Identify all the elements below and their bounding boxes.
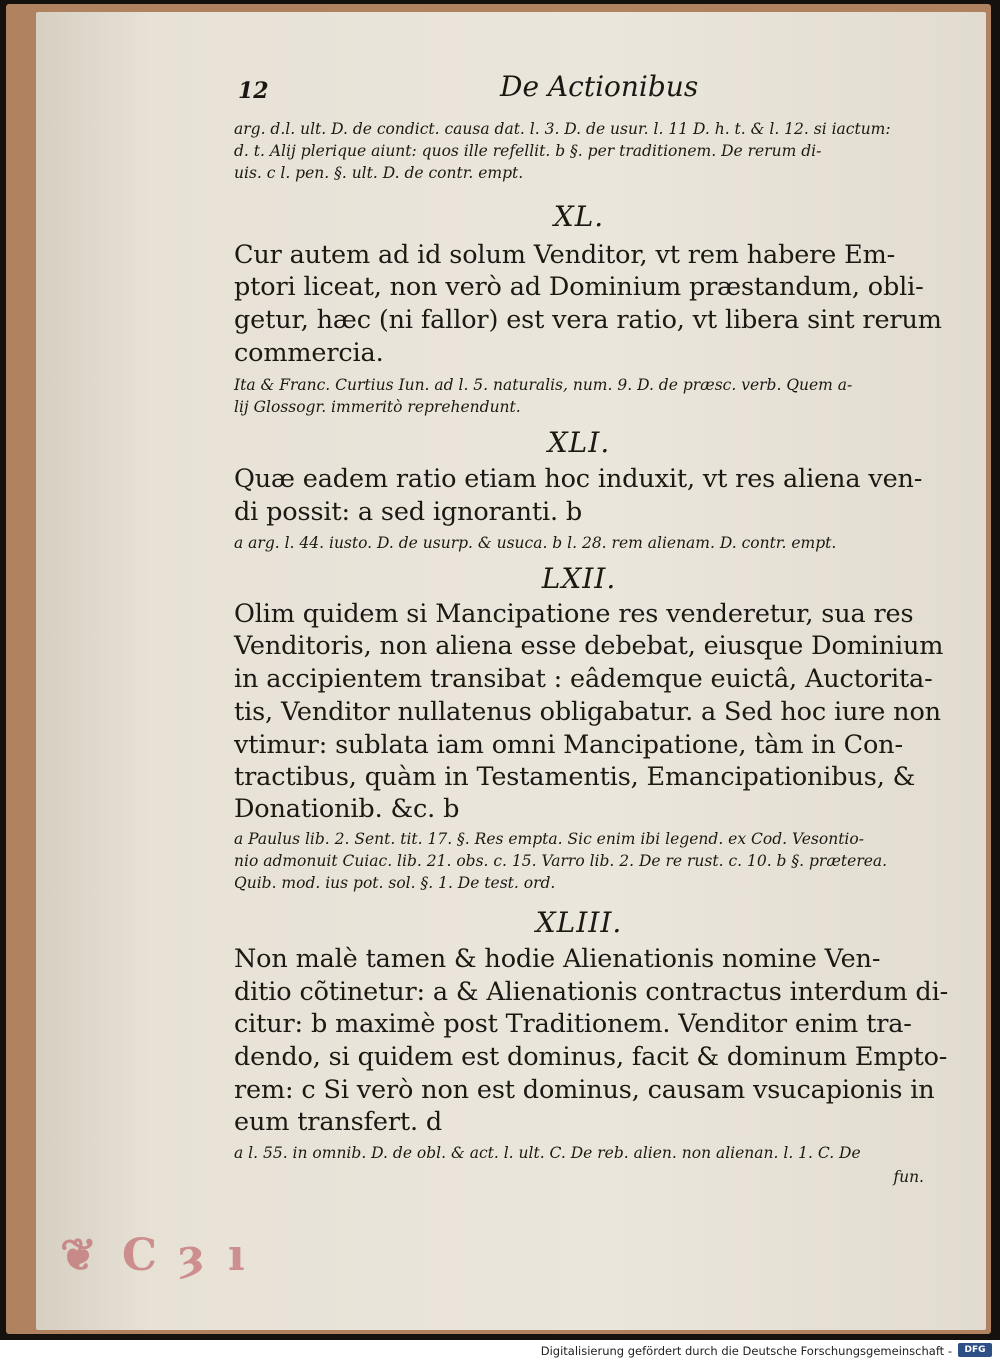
- library-stamp-mark: ı: [228, 1230, 245, 1281]
- library-stamp-mark: C: [122, 1230, 158, 1281]
- body-line: citur: b maximè post Traditionem. Venditor enim tra-: [234, 1009, 912, 1039]
- top-note-line: uis. c l. pen. §. ult. D. de contr. empt.: [234, 164, 524, 182]
- body-line: Donationib. &c. b: [234, 794, 460, 824]
- body-line: Venditoris, non aliena esse debebat, eiusque Dominium: [234, 631, 944, 661]
- footnote-line: a Paulus lib. 2. Sent. tit. 17. §. Res empta. Sic enim ibi legend. ex Cod. Vesontio-: [234, 830, 864, 848]
- body-line: ptori liceat, non verò ad Dominium præstandum, obli-: [234, 272, 924, 302]
- footnote-line: a arg. l. 44. iusto. D. de usurp. & usuca. b l. 28. rem alienam. D. contr. empt.: [234, 534, 837, 552]
- footnote-line: Quib. mod. ius pot. sol. §. 1. De test. ord.: [234, 874, 556, 892]
- footnote-line: lij Glossogr. immeritò reprehendunt.: [234, 398, 521, 416]
- body-line: Cur autem ad id solum Venditor, vt rem habere Em-: [234, 240, 896, 270]
- section-number: XLI.: [547, 426, 611, 459]
- body-line: Quæ eadem ratio etiam hoc induxit, vt res aliena ven-: [234, 464, 923, 494]
- body-line: Olim quidem si Mancipatione res venderetur, sua res: [234, 599, 914, 629]
- library-stamp-mark: ȝ: [178, 1230, 205, 1281]
- body-line: tis, Venditor nullatenus obligabatur. a Sed hoc iure non: [234, 697, 941, 727]
- dfg-logo: DFG: [958, 1343, 992, 1357]
- footnote-line: a l. 55. in omnib. D. de obl. & act. l. ult. C. De reb. alien. non alienan. l. 1. C. De: [234, 1144, 861, 1162]
- library-stamp-mark: ❦: [60, 1230, 97, 1281]
- body-line: Non malè tamen & hodie Alienationis nomine Ven-: [234, 944, 881, 974]
- body-line: in accipientem transibat : eâdemque euictâ, Auctorita-: [234, 664, 933, 694]
- footnote-line: Ita & Franc. Curtius Iun. ad l. 5. naturalis, num. 9. D. de præsc. verb. Quem a-: [234, 376, 853, 394]
- body-line: commercia.: [234, 338, 384, 368]
- footnote-line: nio admonuit Cuiac. lib. 21. obs. c. 15. Varro lib. 2. De re rust. c. 10. b §. præterea.: [234, 852, 888, 870]
- top-note-line: arg. d.l. ult. D. de condict. causa dat. l. 3. D. de usur. l. 11 D. h. t. & l. 12. si iactum:: [234, 120, 891, 138]
- body-line: tractibus, quàm in Testamentis, Emancipationibus, &: [234, 762, 916, 792]
- footer-bar: [0, 1340, 1000, 1361]
- catchword: fun.: [893, 1168, 924, 1186]
- running-head: De Actionibus: [500, 70, 699, 103]
- top-note-line: d. t. Alij plerique aiunt: quos ille refellit. b §. per traditionem. De rerum di-: [234, 142, 822, 160]
- funding-notice: Digitalisierung gefördert durch die Deutsche Forschungsgemeinschaft -: [540, 1344, 952, 1358]
- body-line: vtimur: sublata iam omni Mancipatione, tàm in Con-: [234, 730, 903, 760]
- section-number: LXII.: [541, 562, 617, 595]
- folio-number: 12: [238, 78, 269, 104]
- body-line: ditio cõtinetur: a & Alienationis contractus interdum di-: [234, 977, 949, 1007]
- section-number: XL.: [553, 200, 605, 233]
- section-number: XLIII.: [535, 906, 623, 939]
- body-line: getur, hæc (ni fallor) est vera ratio, vt libera sint rerum: [234, 305, 942, 335]
- body-line: dendo, si quidem est dominus, facit & dominum Empto-: [234, 1042, 948, 1072]
- body-line: rem: c Si verò non est dominus, causam vsucapionis in: [234, 1075, 935, 1105]
- body-line: di possit: a sed ignoranti. b: [234, 497, 583, 527]
- body-line: eum transfert. d: [234, 1107, 443, 1137]
